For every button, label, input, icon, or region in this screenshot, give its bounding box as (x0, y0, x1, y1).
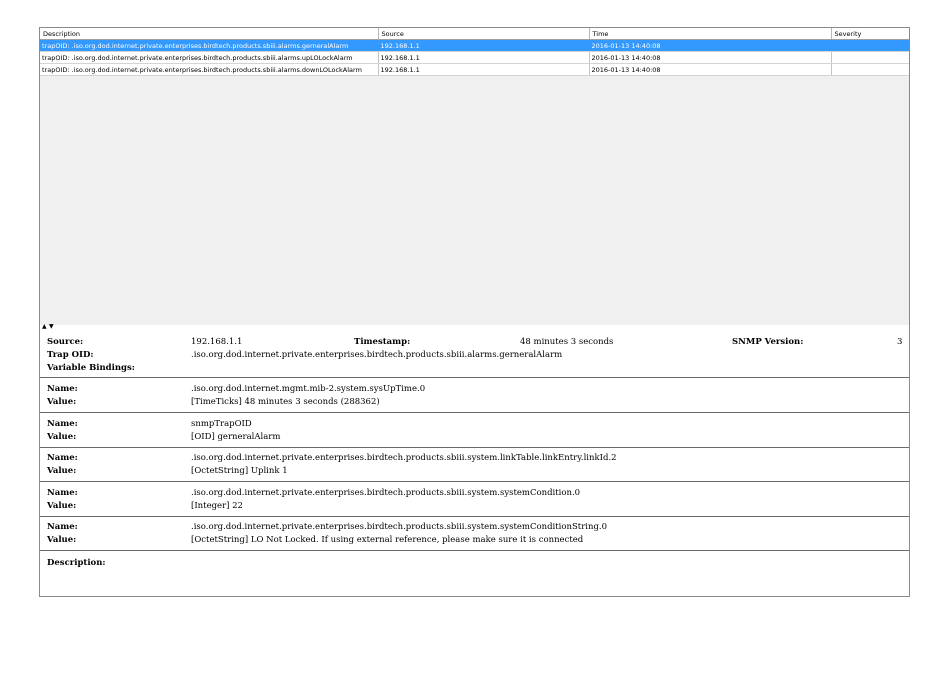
collapse-down-arrow-icon[interactable]: ▼ (49, 323, 54, 330)
column-header-time[interactable]: Time (589, 28, 831, 40)
divider (40, 481, 909, 482)
binding-name-value: .iso.org.dod.internet.mgmt.mib-2.system.sysUpTime.0 (191, 384, 426, 394)
source-row (40, 337, 909, 350)
column-header-description[interactable]: Description (40, 28, 378, 40)
divider (40, 550, 909, 551)
binding-value-row (40, 432, 909, 445)
binding-value-row (40, 397, 909, 410)
binding-name-row (40, 522, 909, 535)
divider (40, 377, 909, 378)
divider (40, 516, 909, 517)
cell-source: 192.168.1.1 (378, 64, 589, 76)
trap-table-pane[interactable] (40, 28, 909, 326)
variable-bindings-label: Variable Bindings: (47, 363, 135, 373)
table-header-row (40, 28, 909, 40)
binding-value-row (40, 535, 909, 548)
binding-name-label: Name: (47, 419, 78, 429)
timestamp-label: Timestamp: (354, 337, 411, 347)
binding-name-row (40, 419, 909, 432)
trap-oid-row (40, 350, 909, 363)
cell-time: 2016-01-13 14:40:08 (589, 64, 831, 76)
cell-severity (831, 64, 909, 76)
binding-name-value: .iso.org.dod.internet.private.enterprises.birdtech.products.sbiii.system.systemCondition.0 (191, 488, 581, 498)
binding-value-value: [OctetString] Uplink 1 (191, 466, 288, 476)
binding-value-row (40, 466, 909, 479)
cell-time: 2016-01-13 14:40:08 (589, 52, 831, 64)
trap-viewer-window (39, 27, 910, 597)
cell-description: trapOID: .iso.org.dod.internet.private.enterprises.birdtech.products.sbiii.alarms.downLOLockAlarm (40, 64, 378, 76)
cell-severity (831, 40, 909, 52)
binding-name-value: .iso.org.dod.internet.private.enterprises.birdtech.products.sbiii.system.systemConditionString.0 (191, 522, 608, 532)
binding-name-row (40, 384, 909, 397)
table-row[interactable] (40, 40, 909, 52)
binding-name-label: Name: (47, 488, 78, 498)
divider (40, 412, 909, 413)
trap-oid-value: .iso.org.dod.internet.private.enterprises.birdtech.products.sbiii.alarms.gerneralAlarm (191, 350, 563, 360)
variable-bindings-row (40, 363, 909, 376)
cell-source: 192.168.1.1 (378, 40, 589, 52)
source-label: Source: (47, 337, 84, 347)
trap-table (40, 28, 909, 76)
source-value: 192.168.1.1 (191, 337, 243, 347)
expand-up-arrow-icon[interactable]: ▲ (42, 323, 47, 330)
table-row[interactable] (40, 52, 909, 64)
binding-value-value: [Integer] 22 (191, 501, 243, 511)
binding-value-label: Value: (47, 535, 77, 545)
snmp-version-value: 3 (897, 337, 903, 347)
column-header-source[interactable]: Source (378, 28, 589, 40)
divider (40, 447, 909, 448)
binding-name-label: Name: (47, 384, 78, 394)
binding-value-label: Value: (47, 466, 77, 476)
binding-value-row (40, 501, 909, 514)
binding-name-value: snmpTrapOID (191, 419, 252, 429)
table-row[interactable] (40, 64, 909, 76)
binding-value-value: [OID] gerneralAlarm (191, 432, 281, 442)
cell-severity (831, 52, 909, 64)
binding-name-label: Name: (47, 522, 78, 532)
trap-details-pane (40, 331, 909, 596)
binding-name-row (40, 488, 909, 501)
cell-source: 192.168.1.1 (378, 52, 589, 64)
binding-value-label: Value: (47, 397, 77, 407)
binding-value-label: Value: (47, 501, 77, 511)
binding-name-value: .iso.org.dod.internet.private.enterprises.birdtech.products.sbiii.system.linkTable.linkEntry.linkId.2 (191, 453, 617, 463)
description-row (40, 558, 909, 571)
timestamp-value: 48 minutes 3 seconds (520, 337, 614, 347)
column-header-severity[interactable]: Severity (831, 28, 909, 40)
snmp-version-label: SNMP Version: (732, 337, 804, 347)
cell-description: trapOID: .iso.org.dod.internet.private.enterprises.birdtech.products.sbiii.alarms.upLOLockAlarm (40, 52, 378, 64)
binding-value-label: Value: (47, 432, 77, 442)
trap-oid-label: Trap OID: (47, 350, 94, 360)
cell-description: trapOID: .iso.org.dod.internet.private.enterprises.birdtech.products.sbiii.alarms.gerneralAlarm (40, 40, 378, 52)
description-label: Description: (47, 558, 106, 568)
binding-name-row (40, 453, 909, 466)
binding-value-value: [OctetString] LO Not Locked. If using external reference, please make sure it is connected (191, 535, 584, 545)
binding-value-value: [TimeTicks] 48 minutes 3 seconds (288362) (191, 397, 380, 407)
binding-name-label: Name: (47, 453, 78, 463)
cell-time: 2016-01-13 14:40:08 (589, 40, 831, 52)
